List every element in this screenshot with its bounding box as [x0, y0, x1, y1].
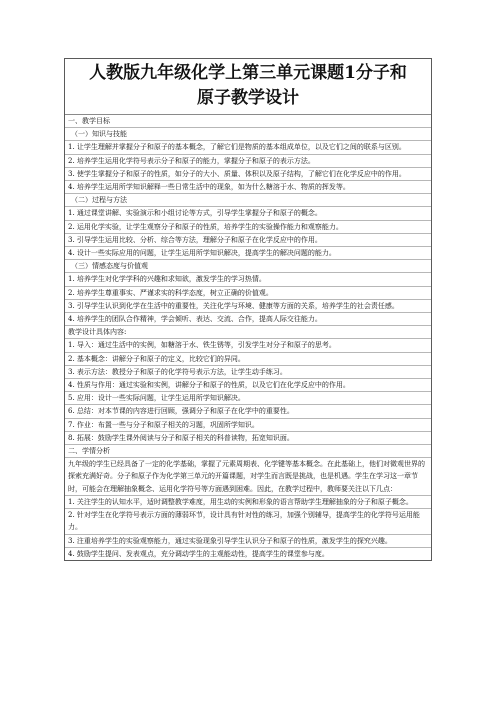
- content-row: （一）知识与技能: [65, 128, 431, 141]
- content-row: 4. 性质与作用：通过实验和实例，讲解分子和原子的性质，以及它们在化学反应中的作用。: [65, 379, 431, 392]
- content-row: （三）情感态度与价值观: [65, 260, 431, 273]
- content-row: （二）过程与方法: [65, 194, 431, 207]
- content-row: 2. 基本概念：讲解分子和原子的定义，比较它们的异同。: [65, 353, 431, 366]
- title-line-2: 原子教学设计: [197, 88, 299, 108]
- document-table: [64, 58, 432, 561]
- content-row: 一、教学目标: [65, 115, 431, 128]
- content-row: 1. 培养学生对化学学科的兴趣和求知欲，激发学生的学习热情。: [65, 273, 431, 286]
- content-row: 1. 关注学生的认知水平，适时调整教学难度，用生动的实例和形象的语言帮助学生理解抽象的分子和原子概念。: [65, 496, 431, 509]
- content-row: 2. 针对学生在化学符号表示方面的薄弱环节，设计具有针对性的练习，加强个别辅导，提高学生的化学符号运用能力。: [65, 509, 431, 534]
- content-row: 3. 引导学生认识到化学在生活中的重要性，关注化学与环境、健康等方面的关系，培养学生的社会责任感。: [65, 300, 431, 313]
- content-row: 7. 作业：布置一些与分子和原子相关的习题，巩固所学知识。: [65, 419, 431, 432]
- content-row: 4. 培养学生的团队合作精神，学会倾听、表达、交流、合作，提高人际交往能力。: [65, 313, 431, 326]
- content-row: 4. 鼓励学生提问、发表观点，充分调动学生的主观能动性，提高学生的课堂参与度。: [68, 549, 329, 558]
- content-row: 3. 注重培养学生的实验观察能力，通过实验现象引导学生认识分子和原子的性质，激发学生的探究兴趣。: [65, 535, 431, 548]
- content-row: 4. 培养学生运用所学知识解释一些日常生活中的现象，如为什么糖溶于水、物质的挥发等。: [65, 181, 431, 194]
- content-row: 2. 培养学生运用化学符号表示分子和原子的能力，掌握分子和原子的表示方法。: [65, 155, 431, 168]
- content-row: 教学设计具体内容:: [65, 326, 431, 339]
- content-row: 4. 设计一些实际应用的问题，让学生运用所学知识解决，提高学生的解决问题的能力。: [65, 247, 431, 260]
- content-row: 2. 培养学生尊重事实、严谨求实的科学态度，树立正确的价值观。: [65, 287, 431, 300]
- content-row: 二、学情分析: [65, 445, 431, 458]
- content-row: 5. 应用：设计一些实际问题，让学生运用所学知识解决。: [65, 392, 431, 405]
- content-row: 九年级的学生已经具备了一定的化学基础，掌握了元素周期表、化学键等基本概念。在此基础上，他们对微观世界的探索充满好奇。分子和原子作为化学第三单元的开篇课题，对学生而言既是挑战，也是机遇。学生在学习这一章节时，可能会在理解抽象概念、运用化学符号等方面遇到困难。因此，在教学过程中，教师要关注以下几点：: [65, 458, 431, 496]
- content-row: 3. 表示方法：教授分子和原子的化学符号表示方法，让学生动手练习。: [65, 366, 431, 379]
- content-row: 1. 通过课堂讲解、实验演示和小组讨论等方式，引导学生掌握分子和原子的概念。: [65, 207, 431, 220]
- content-row: 6. 总结：对本节课的内容进行回顾，强调分子和原子在化学中的重要性。: [65, 405, 431, 418]
- content-row: 8. 拓展：鼓励学生课外阅读与分子和原子相关的科普读物，拓宽知识面。: [65, 432, 431, 445]
- content-row: 2. 运用化学实验，让学生观察分子和原子的性质，培养学生的实验操作能力和观察能力。: [65, 221, 431, 234]
- content-row: 1. 让学生理解并掌握分子和原子的基本概念，了解它们是物质的基本组成单位，以及它们之间的联系与区别。: [65, 141, 431, 154]
- content-row: 1. 导入：通过生活中的实例，如糖溶于水、铁生锈等，引发学生对分子和原子的思考。: [65, 339, 431, 352]
- title-line-1: 人教版九年级化学上第三单元课题1分子和: [89, 63, 407, 83]
- content-row: 3. 使学生掌握分子和原子的性质，如分子的大小、质量、体积以及原子结构，了解它们在化学反应中的作用。: [65, 168, 431, 181]
- content-row: 3. 引导学生运用比较、分析、综合等方法，理解分子和原子在化学反应中的作用。: [65, 234, 431, 247]
- content-rows: [65, 115, 431, 560]
- document-title: [65, 59, 431, 115]
